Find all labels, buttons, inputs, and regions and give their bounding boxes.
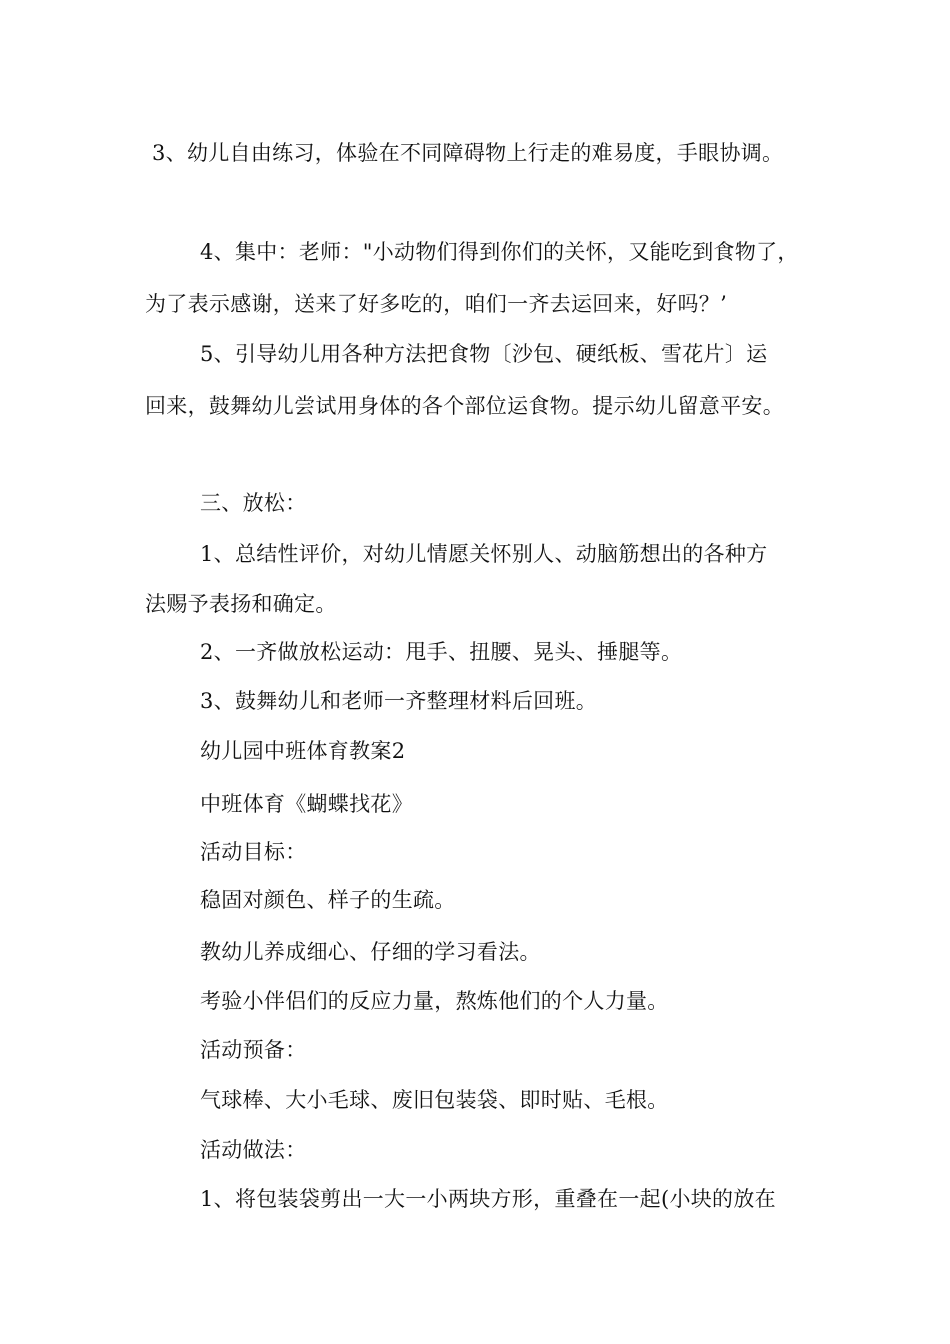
document-title: 幼儿园中班体育教案2	[200, 739, 406, 763]
section-heading: 活动预备：	[200, 1038, 307, 1062]
paragraph-line: 3、幼儿自由练习，体验在不同障碍物上行走的难易度，手眼协调。	[152, 141, 784, 165]
paragraph-line: 4、集中：老师："小动物们得到你们的关怀，又能吃到食物了，	[200, 240, 799, 264]
paragraph-line: 考验小伴侣们的反应力量，熬炼他们的个人力量。	[200, 989, 669, 1013]
section-heading: 活动做法：	[200, 1138, 307, 1162]
paragraph-line: 1、将包装袋剪出一大一小两块方形，重叠在一起(小块的放在	[200, 1187, 776, 1211]
paragraph-line: 5、引导幼儿用各种方法把食物〔沙包、硬纸板、雪花片〕运	[200, 342, 768, 366]
section-heading: 活动目标：	[200, 840, 307, 864]
paragraph-line: 教幼儿养成细心、仔细的学习看法。	[200, 940, 541, 964]
paragraph-line: 回来，鼓舞幼儿尝试用身体的各个部位运食物。提示幼儿留意平安。	[145, 394, 784, 418]
paragraph-line: 3、鼓舞幼儿和老师一齐整理材料后回班。	[200, 689, 598, 713]
paragraph-line: 为了表示感谢，送来了好多吃的，咱们一齐去运回来，好吗？’	[145, 292, 728, 316]
section-heading: 三、放松：	[200, 491, 307, 515]
paragraph-line: 稳固对颜色、样子的生疏。	[200, 888, 456, 912]
paragraph-line: 1、总结性评价，对幼儿情愿关怀别人、动脑筋想出的各种方	[200, 542, 768, 566]
paragraph-line: 2、一齐做放松运动：甩手、扭腰、晃头、捶腿等。	[200, 640, 683, 664]
lesson-title: 中班体育《蝴蝶找花》	[200, 792, 413, 816]
paragraph-line: 气球棒、大小毛球、废旧包装袋、即时贴、毛根。	[200, 1088, 669, 1112]
paragraph-line: 法赐予表扬和确定。	[145, 592, 337, 616]
